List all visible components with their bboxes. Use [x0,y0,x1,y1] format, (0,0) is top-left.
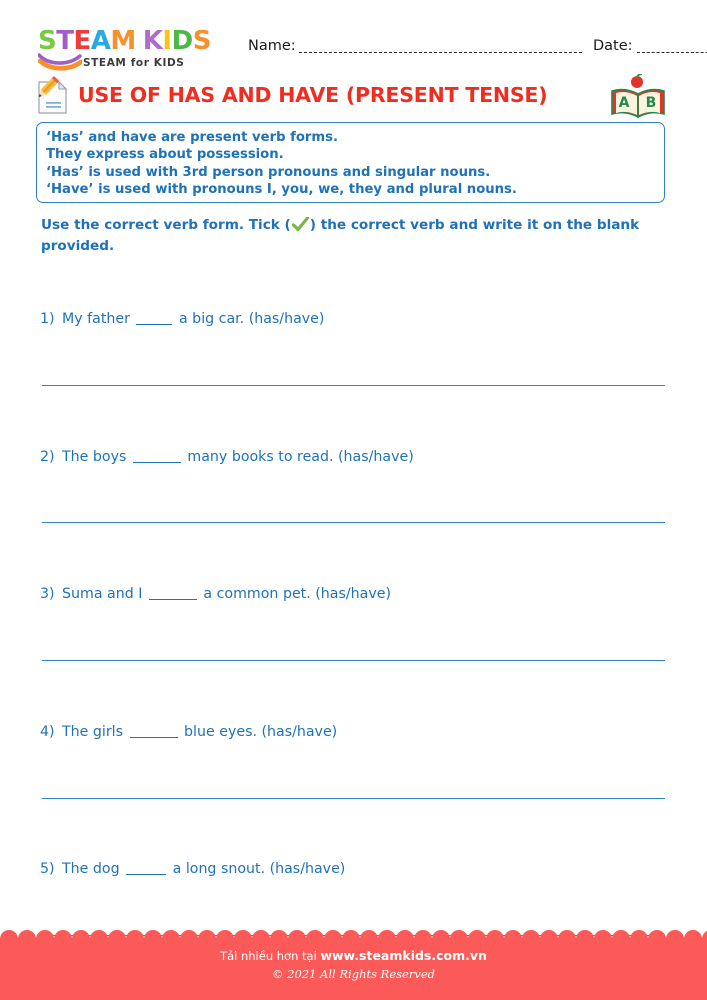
footer-website-line [0,948,707,963]
question-number: 5) [40,861,55,877]
info-line: ‘Have’ is used with pronouns I, you, we, they and plural nouns. [46,182,517,198]
question-text-before: The girls [62,724,128,740]
svg-text:A: A [618,95,630,111]
date-input[interactable] [637,52,707,53]
page-footer [0,938,707,1000]
task-instruction-part2: ) the correct verb and write it on the blank provided. [41,217,640,254]
page-header [0,0,707,76]
question-text-before: My father [62,311,135,327]
answer-line[interactable] [42,660,665,661]
info-line: ‘Has’ is used with 3rd person pronouns and singular nouns. [46,164,491,180]
answer-line[interactable] [42,522,665,523]
question-text-before: The dog [62,861,125,877]
question-item [40,724,337,740]
question-inline-blank[interactable] [133,462,181,463]
logo-letter: A [90,26,111,56]
title-row [0,74,707,122]
info-box [36,122,665,203]
question-item [40,311,324,327]
page-title: USE OF HAS AND HAVE (PRESENT TENSE) [78,83,548,107]
question-number: 2) [40,449,55,465]
logo-letter: S [192,26,211,56]
answer-line[interactable] [42,385,665,386]
footer-prefix: Tải nhiều hơn tại [220,949,321,963]
info-line: They express about possession. [46,147,284,163]
name-label: Name: [248,38,296,54]
question-inline-blank[interactable] [130,737,178,738]
date-label: Date: [593,38,633,54]
notepad-pencil-icon [30,76,72,118]
question-number: 1) [40,311,55,327]
logo-letter: T [56,26,74,56]
question-item [40,861,345,877]
logo-letter: K [142,26,163,56]
question-number: 3) [40,586,55,602]
green-check-icon [292,217,309,232]
question-inline-blank[interactable] [149,599,197,600]
logo-swoosh-icon [38,51,82,71]
question-text-after: a big car. (has/have) [174,311,325,327]
logo-letter: S [38,26,57,56]
question-item [40,449,414,465]
question-text-after: a long snout. (has/have) [168,861,346,877]
info-line: ‘Has’ and have are present verb forms. [46,130,339,145]
logo-letter: I [162,26,172,56]
question-inline-blank[interactable] [126,874,166,875]
name-input[interactable] [299,52,582,53]
question-text-after: many books to read. (has/have) [182,449,414,465]
question-text-after: a common pet. (has/have) [198,586,391,602]
open-book-apple-pencil-icon [606,74,672,124]
task-instruction-part1: Use the correct verb form. Tick ( [41,217,291,233]
question-number: 4) [40,724,55,740]
question-inline-blank[interactable] [136,324,172,325]
question-text-after: blue eyes. (has/have) [179,724,338,740]
task-instruction [41,215,673,257]
logo-tagline: STEAM for KIDS [83,57,185,69]
name-date-row [248,38,688,62]
footer-copyright: © 2021 All Rights Reserved [271,967,435,981]
logo-letter: E [73,26,91,56]
footer-website-link[interactable]: www.steamkids.com.vn [320,948,487,963]
answer-line[interactable] [42,798,665,799]
question-text-before: The boys [62,449,131,465]
logo-letter: D [171,26,193,56]
scallop-edge-decoration [0,929,707,939]
brand-logo [38,28,223,76]
svg-text:B: B [645,95,657,111]
question-text-before: Suma and I [62,586,147,602]
question-item [40,586,391,602]
logo-letter: M [110,26,136,56]
